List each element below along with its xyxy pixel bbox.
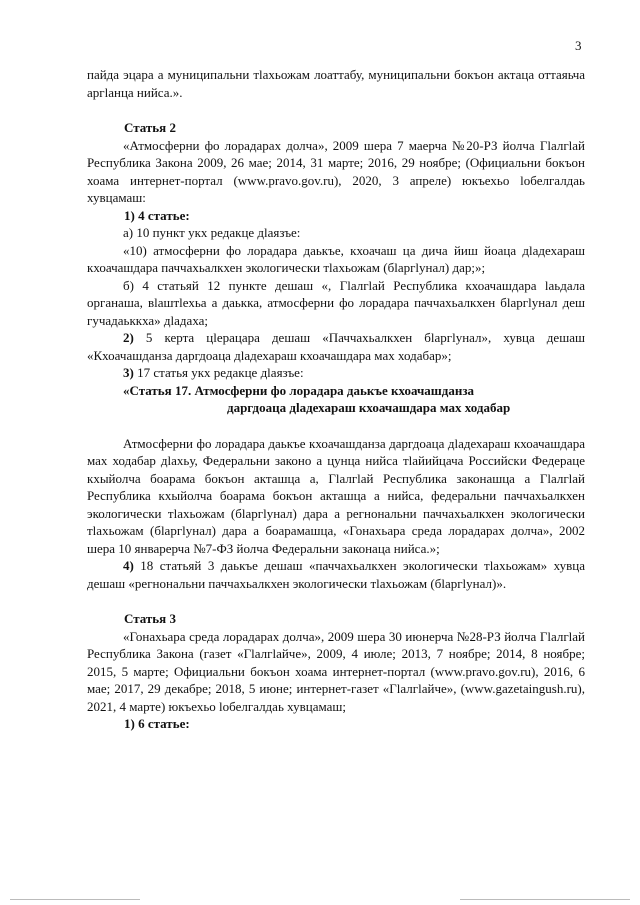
paragraph: пайда эцара а муниципальни тlахьожам лоаттабу, муниципальни бокъон актаца оттаяьча аргlанца нийса.». <box>87 67 585 100</box>
list-item: 1) 6 статье: <box>124 716 190 731</box>
paragraph: б) 4 статьяй 12 пункте дешаш «, Гlалгlай Республика кхоачашдара lаьдала органаша, вlаштlехьа а даькка, атмосферни фо лорадара паччахьалкхен бlаргlунал деш гучадаьккха» дlадаха; <box>87 277 585 328</box>
item-text: 5 керта цlерацара дешаш «Паччахьалкхен бlаргlунал», хувца дешаш «Кхоачашданза даргдоаца дlадехараш кхоачашдара мах ходабар»; <box>87 330 585 363</box>
paragraph: а) 10 пункт укх редакце дlаязъе: <box>123 225 301 240</box>
document-body <box>87 66 585 733</box>
paragraph: «Атмосферни фо лорадарах долча», 2009 шера 7 маерча №20-РЗ йолча Гlалгlай Республика Закона 2009, 26 мае; 2014, 31 марте; 2016, 29 ноябре; (Официальни бокъон хоама интернет-портал (www.pravo.gov.ru), 2020, 3 апреле) юкъехьо lобелгалдаь хувцамаш: <box>87 137 585 205</box>
item-text: 18 статьяй 3 даькъе дешаш «паччахьалкхен экологически тlахьожам» хувца дешаш «регнональни паччахьалкхен экологически тlахьожам (бlаргlунал)». <box>87 558 585 591</box>
footer-divider <box>10 899 140 900</box>
paragraph: «Гонахьара среда лорадарах долча», 2009 шера 30 июнерча №28-РЗ йолча Гlалгlай Республика Закона (газет «Гlалгlайче», 2009, 4 июле; 2013, 7 ноябре; 2014, 8 ноябре; 2015, 5 марте; Официальни бокъон хоама интернет-портал (www.pravo.gov.ru), 2016, 6 мае; 2017, 29 декабре; 2018, 5 июне; интернет-газет «Гlалгlайче», (www.gazetaingush.ru), 2021, 4 марте) юкъехьо lобелгалдаь хувцамаш; <box>87 628 585 714</box>
article-heading: Статья 2 <box>124 120 176 135</box>
footer-divider <box>460 899 630 900</box>
item-number: 2) <box>123 330 134 345</box>
page-number: 3 <box>575 38 582 53</box>
article-17-title-cont: даргдоаца дlадехараш кхоачашдара мах ходабар <box>227 400 511 415</box>
list-item <box>87 207 585 225</box>
list-item <box>87 557 585 592</box>
item-number: 1) <box>124 207 135 223</box>
item-number: 4) <box>123 558 134 573</box>
paragraph: «10) атмосферни фо лорадара даькъе, кхоачаш ца дича йиш йоаца дlадехараш кхоачашдара паччахьалкхен экологически тlахьожам (бlаргlунал) дар;»; <box>87 242 585 275</box>
paragraph: Атмосферни фо лорадара даькъе кхоачашданза даргдоаца дlадехараш кхоачашдара мах ходабар дlахьу, Федеральни законо а цунца нийса тlайийцача Российски Федераце кхыйолча боарама бокъон акташца а, Гlалгlай Республика законашца а Гlалгlай Республика кхыйолча боарама бокъон акташца а нийса, федеральни паччахьалкхен экологически тlахьожам (бlаргlунал) дара а регнональни паччахьалкхен экологически тlахьожам (бlаргlунал) дара а боарамашца, «Гонахьара среда лорадарах долча», 2002 шера 10 январерча №7-ФЗ йолча Федеральни законаца нийса.»; <box>87 435 585 556</box>
list-item <box>87 364 585 382</box>
item-text: 4 статье: <box>138 207 190 223</box>
item-text: 17 статья укх редакце дlаязъе: <box>133 365 304 380</box>
list-item <box>87 329 585 364</box>
article-heading: Статья 3 <box>124 611 176 626</box>
item-number: 3) <box>123 365 134 380</box>
article-17-title: «Статья 17. Атмосферни фо лорадара даькъе кхоачашданза <box>123 382 475 398</box>
